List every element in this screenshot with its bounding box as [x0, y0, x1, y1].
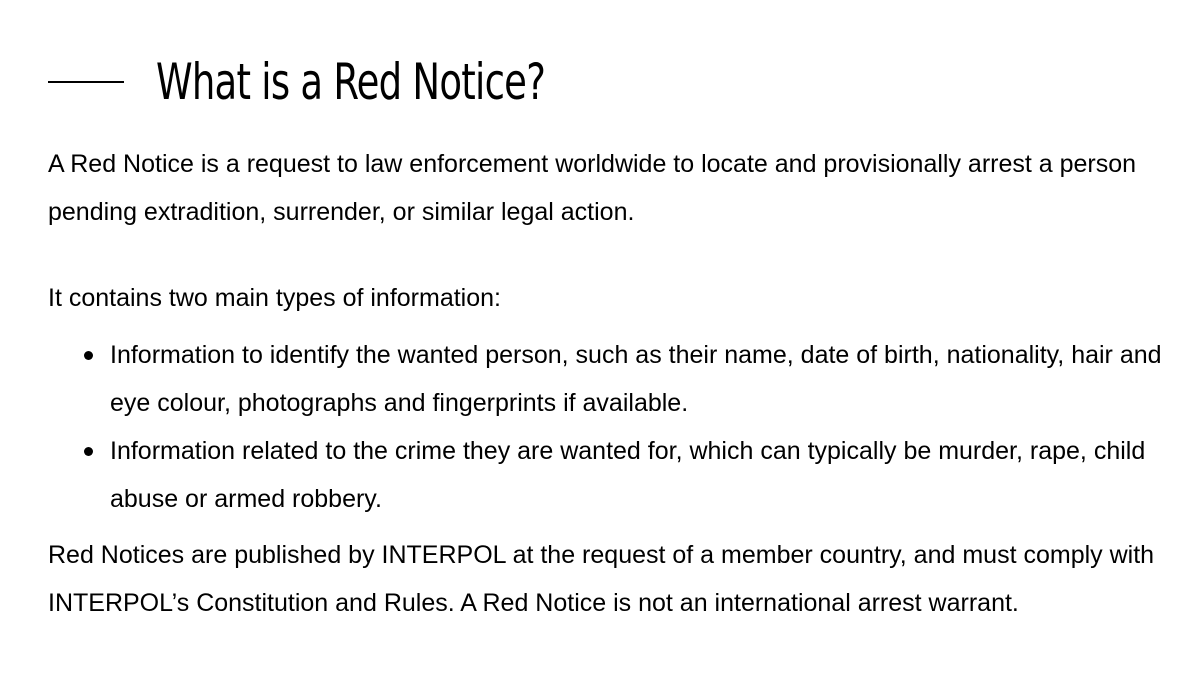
- contains-paragraph: It contains two main types of information:: [48, 284, 501, 312]
- section-heading: [48, 50, 682, 114]
- page-title: What is a Red Notice?: [156, 53, 546, 111]
- bullet-icon: [84, 351, 93, 360]
- list-item: [48, 427, 1180, 523]
- info-type-list: [48, 331, 1180, 523]
- list-item-text: Information to identify the wanted person, such as their name, date of birth, nationality, hair and eye colour, photographs and fingerprints if available.: [110, 341, 1162, 417]
- bullet-icon: [84, 447, 93, 456]
- list-item: [48, 331, 1180, 427]
- list-item-text: Information related to the crime they are wanted for, which can typically be murder, rape, child abuse or armed robbery.: [110, 437, 1146, 513]
- closing-paragraph: Red Notices are published by INTERPOL at the request of a member country, and must comply with INTERPOL’s Constitution and Rules. A Red Notice is not an international arrest warrant.: [48, 541, 1155, 617]
- heading-rule: [48, 81, 124, 83]
- intro-paragraph: A Red Notice is a request to law enforcement worldwide to locate and provisionally arrest a person pending extradition, surrender, or similar legal action.: [48, 150, 1137, 226]
